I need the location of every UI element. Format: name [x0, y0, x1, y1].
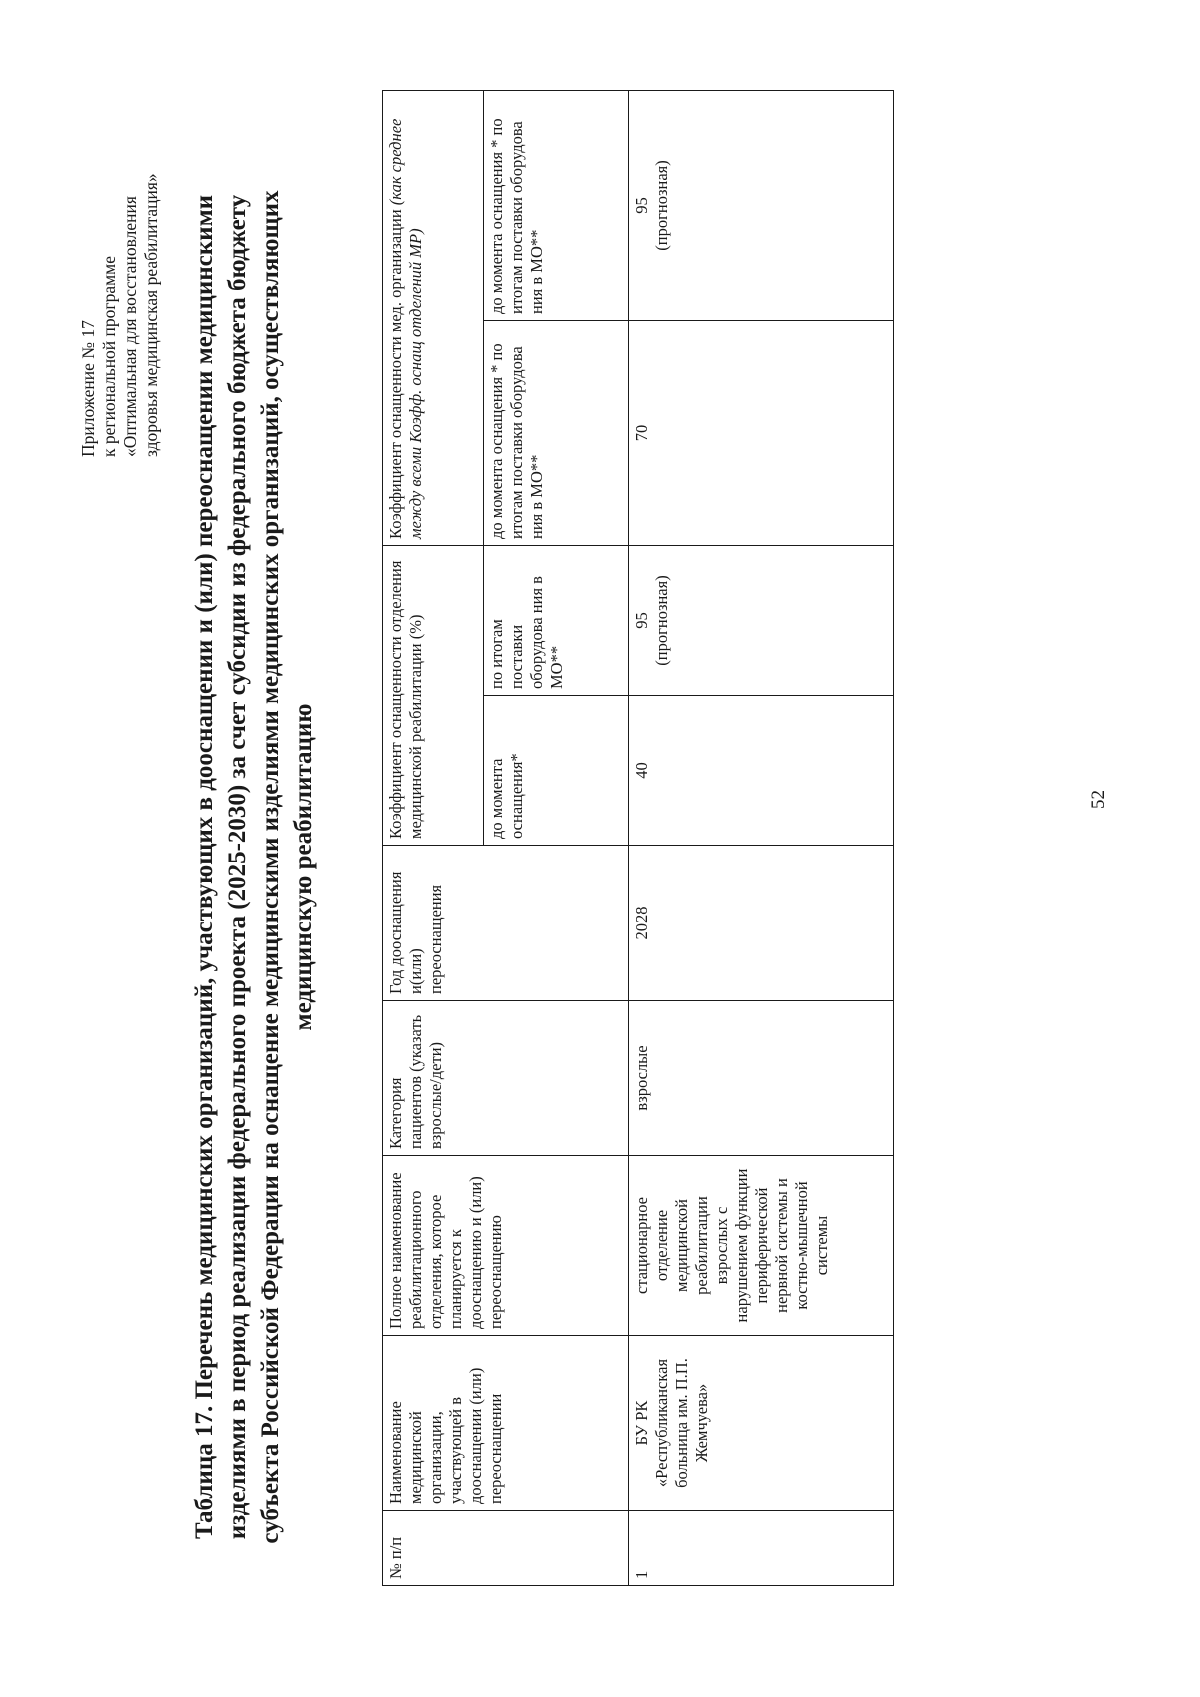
- cell-org-after: [629, 90, 894, 320]
- cell-num: 1: [629, 1511, 894, 1586]
- header-org-coef: [383, 90, 484, 545]
- header-num: № п/п: [383, 1511, 629, 1586]
- cell-dept-after-note: (прогнозная): [652, 575, 671, 666]
- header-dept-coef: Коэффициент оснащенности отделения медицинской реабилитации (%): [383, 545, 484, 845]
- appendix-line: Приложение № 17: [78, 320, 98, 457]
- header-category: Категория пациентов (указать взрослые/дети): [383, 1001, 629, 1156]
- appendix-line: «Оптимальная для восстановления: [120, 196, 140, 457]
- cell-dept-name: стационарное отделение медицинской реабилитации взрослых с нарушением функции периферической нервной системы и костно-мышечной системы: [629, 1156, 894, 1336]
- header-org-before: до момента оснащения * по итогам поставки оборудова ния в МО**: [484, 320, 629, 545]
- table-row: [629, 90, 894, 1585]
- appendix-line: здоровья медицинская реабилитация»: [141, 173, 161, 457]
- organizations-table: [382, 90, 894, 1586]
- cell-year: 2028: [629, 846, 894, 1001]
- cell-dept-after-value: 95: [632, 612, 651, 629]
- header-org-coef-note: (как среднее между всеми Коэфф. оснащ отделений МР): [386, 118, 425, 539]
- table-header-row: [383, 90, 484, 1585]
- header-dept-name: Полное наименование реабилитационного отделения, которое планируется к дооснащению и (или) переоснащению: [383, 1156, 629, 1336]
- cell-dept-before: 40: [629, 696, 894, 846]
- cell-org-name: БУ РК «Республиканская больница им. П.П. Жемчуева»: [629, 1336, 894, 1511]
- header-dept-after: по итогам поставки оборудова ния в МО**: [484, 545, 629, 695]
- header-org-coef-main: Коэффициент оснащенности мед. организации: [386, 209, 405, 539]
- cell-org-after-value: 95: [632, 197, 651, 214]
- cell-org-before: 70: [629, 320, 894, 545]
- header-org-after: до момента оснащения * по итогам поставки оборудова ния в МО**: [484, 90, 629, 320]
- cell-org-after-note: (прогнозная): [652, 160, 671, 251]
- table-title: Таблица 17. Перечень медицинских организаций, участвующих в дооснащении и (или) переоснащении медицинскими изделиями в период реализации федерального проекта (2025-2030) за счет субсидии из федерального бюджета бюджету субъекта Российской Федерации на оснащение медицинскими изделиями медицинских организаций, осуществляющих медицинскую реабилитацию: [191, 190, 317, 1544]
- cell-dept-after: [629, 545, 894, 695]
- page-number: 52: [1088, 790, 1109, 809]
- appendix-note: [78, 37, 162, 457]
- header-year: Год дооснащения и(или) переоснащения: [383, 846, 629, 1001]
- appendix-line: к региональной программе: [99, 255, 119, 457]
- header-org-name: Наименование медицинской организации, участвующей в дооснащении (или) переоснащении: [383, 1336, 629, 1511]
- header-dept-before: до момента оснащения*: [484, 696, 629, 846]
- cell-category: взрослые: [629, 1001, 894, 1156]
